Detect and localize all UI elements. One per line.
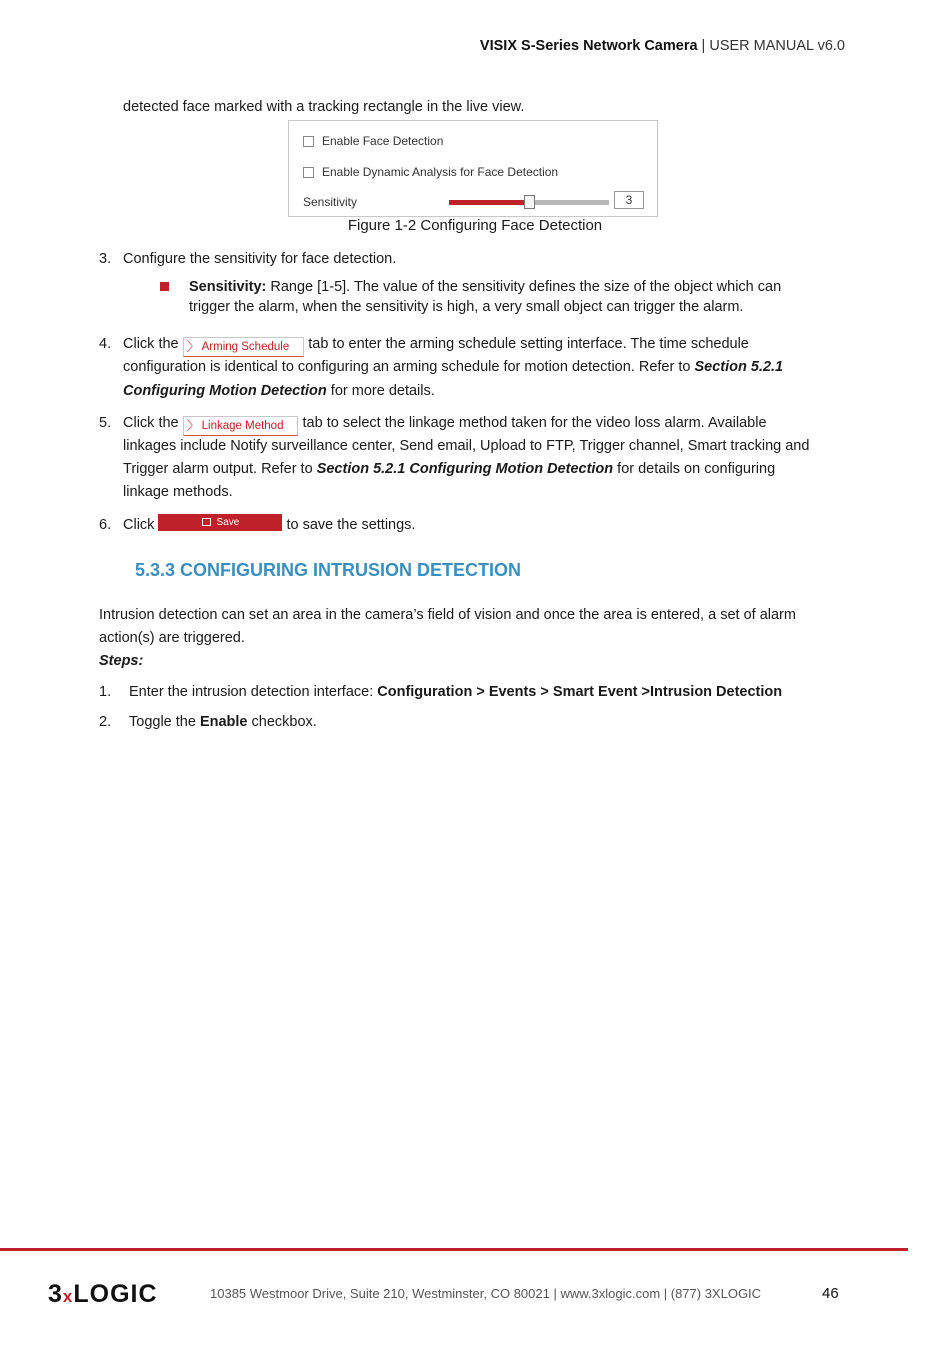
step-5-line3 — [123, 458, 775, 481]
step-6-number: 6. — [99, 517, 112, 533]
linkage-method-tab-label: Linkage Method — [201, 420, 284, 432]
intrusion-step-2-post: checkbox. — [247, 714, 317, 730]
logo-digit: 3 — [48, 1280, 63, 1308]
enable-face-detection-label: Enable Face Detection — [322, 134, 444, 148]
page-number: 46 — [822, 1285, 839, 1302]
sensitivity-slider-knob[interactable] — [524, 195, 535, 209]
sensitivity-value-field[interactable]: 3 — [614, 191, 644, 209]
step-4-line3 — [123, 380, 435, 403]
step-4-pre: Click the — [123, 336, 183, 352]
footer-address: 10385 Westmoor Drive, Suite 210, Westminster, CO 80021 | www.3xlogic.com | (877) 3XLOGIC — [210, 1286, 762, 1301]
sensitivity-bullet-text: Range [1-5]. The value of the sensitivity defines the size of the object which can — [266, 279, 782, 295]
step-4-section-title: Configuring Motion Detection — [123, 383, 327, 399]
step-6-line — [123, 514, 415, 537]
linkage-method-tab[interactable] — [183, 416, 299, 436]
steps-label-text: Steps: — [99, 653, 144, 669]
enable-face-detection-checkbox[interactable] — [303, 136, 314, 147]
intrusion-step-1 — [129, 681, 782, 704]
sensitivity-bullet-line2: trigger the alarm, when the sensitivity is high, a very small object can trigger the alarm. — [189, 299, 744, 315]
step-3-number: 3. — [99, 251, 112, 267]
step-3-text: Configure the sensitivity for face detection. — [123, 251, 397, 267]
intrusion-step-1-path: Configuration > Events > Smart Event >Intrusion Detection — [377, 684, 783, 700]
manual-title: VISIX S-Series Network Camera — [479, 38, 698, 54]
sensitivity-slider[interactable] — [449, 200, 609, 205]
intrusion-step-2-pre: Toggle the — [129, 714, 200, 730]
intro-line: detected face marked with a tracking rectangle in the live view. — [123, 99, 525, 115]
step-4-section-ref: Section 5.2.1 — [694, 359, 784, 375]
step-5-line1 — [123, 412, 767, 436]
tab-chevron-icon: 〉 — [186, 418, 200, 433]
intrusion-step-2-number: 2. — [99, 714, 112, 730]
enable-dynamic-analysis-checkbox[interactable] — [303, 167, 314, 178]
step-4-number: 4. — [99, 336, 112, 352]
section-paragraph-line2: action(s) are triggered. — [99, 630, 245, 646]
step-4-line1 — [123, 333, 749, 357]
enable-dynamic-analysis-row — [303, 165, 558, 179]
step-5-line3-text: Trigger alarm output. Refer to — [123, 461, 317, 477]
enable-face-detection-row — [303, 134, 443, 148]
save-disk-icon — [202, 518, 211, 526]
intrusion-step-2-enable: Enable — [199, 714, 248, 730]
tab-chevron-icon: 〉 — [186, 339, 200, 354]
step-5-post: tab to select the linkage method taken for the video loss alarm. Available — [298, 415, 767, 431]
step-4-line2 — [123, 356, 783, 379]
step-5-pre: Click the — [123, 415, 183, 431]
step-5-number: 5. — [99, 415, 112, 431]
step-6-pre: Click — [123, 517, 159, 533]
step-4-line2-text: configuration is identical to configuring an arming schedule for motion detection. Refer to — [123, 359, 695, 375]
step-4-post: tab to enter the arming schedule setting interface. The time schedule — [304, 336, 749, 352]
logo-x: x — [62, 1287, 74, 1306]
step-5-line3-end: for details on configuring — [613, 461, 776, 477]
sensitivity-label: Sensitivity — [303, 195, 358, 209]
section-paragraph-line1: Intrusion detection can set an area in the camera’s field of vision and once the area is entered, a set of alarm — [99, 607, 796, 623]
bullet-marker — [160, 282, 169, 291]
step-4-line3-text: for more details. — [326, 383, 435, 399]
logo-word: LOGIC — [73, 1280, 158, 1308]
sensitivity-bullet-label: Sensitivity: — [189, 279, 267, 295]
manual-version: | USER MANUAL v6.0 — [697, 38, 845, 54]
intrusion-step-1-number: 1. — [99, 684, 112, 700]
intrusion-step-1-text: Enter the intrusion detection interface: — [129, 684, 378, 700]
intrusion-step-2 — [129, 711, 317, 734]
company-logo — [48, 1280, 158, 1309]
arming-schedule-tab[interactable] — [183, 337, 305, 357]
section-heading: 5.3.3 CONFIGURING INTRUSION DETECTION — [135, 560, 522, 580]
page-header — [480, 38, 845, 54]
step-5-line4: linkage methods. — [123, 484, 233, 500]
sensitivity-slider-fill — [449, 200, 529, 205]
save-button[interactable] — [158, 514, 282, 531]
face-detection-figure — [288, 120, 658, 217]
step-5-section-ref: Section 5.2.1 Configuring Motion Detection — [316, 461, 614, 477]
save-button-label: Save — [216, 517, 240, 528]
figure-caption: Figure 1-2 Configuring Face Detection — [347, 217, 603, 234]
step-6-post: to save the settings. — [282, 517, 416, 533]
steps-label — [99, 650, 143, 673]
arming-schedule-tab-label: Arming Schedule — [201, 341, 290, 353]
footer-divider — [0, 1248, 908, 1251]
enable-dynamic-analysis-label: Enable Dynamic Analysis for Face Detection — [322, 165, 559, 179]
step-5-line2: linkages include Notify surveillance center, Send email, Upload to FTP, Trigger channel, Smart tracking and — [123, 438, 810, 454]
